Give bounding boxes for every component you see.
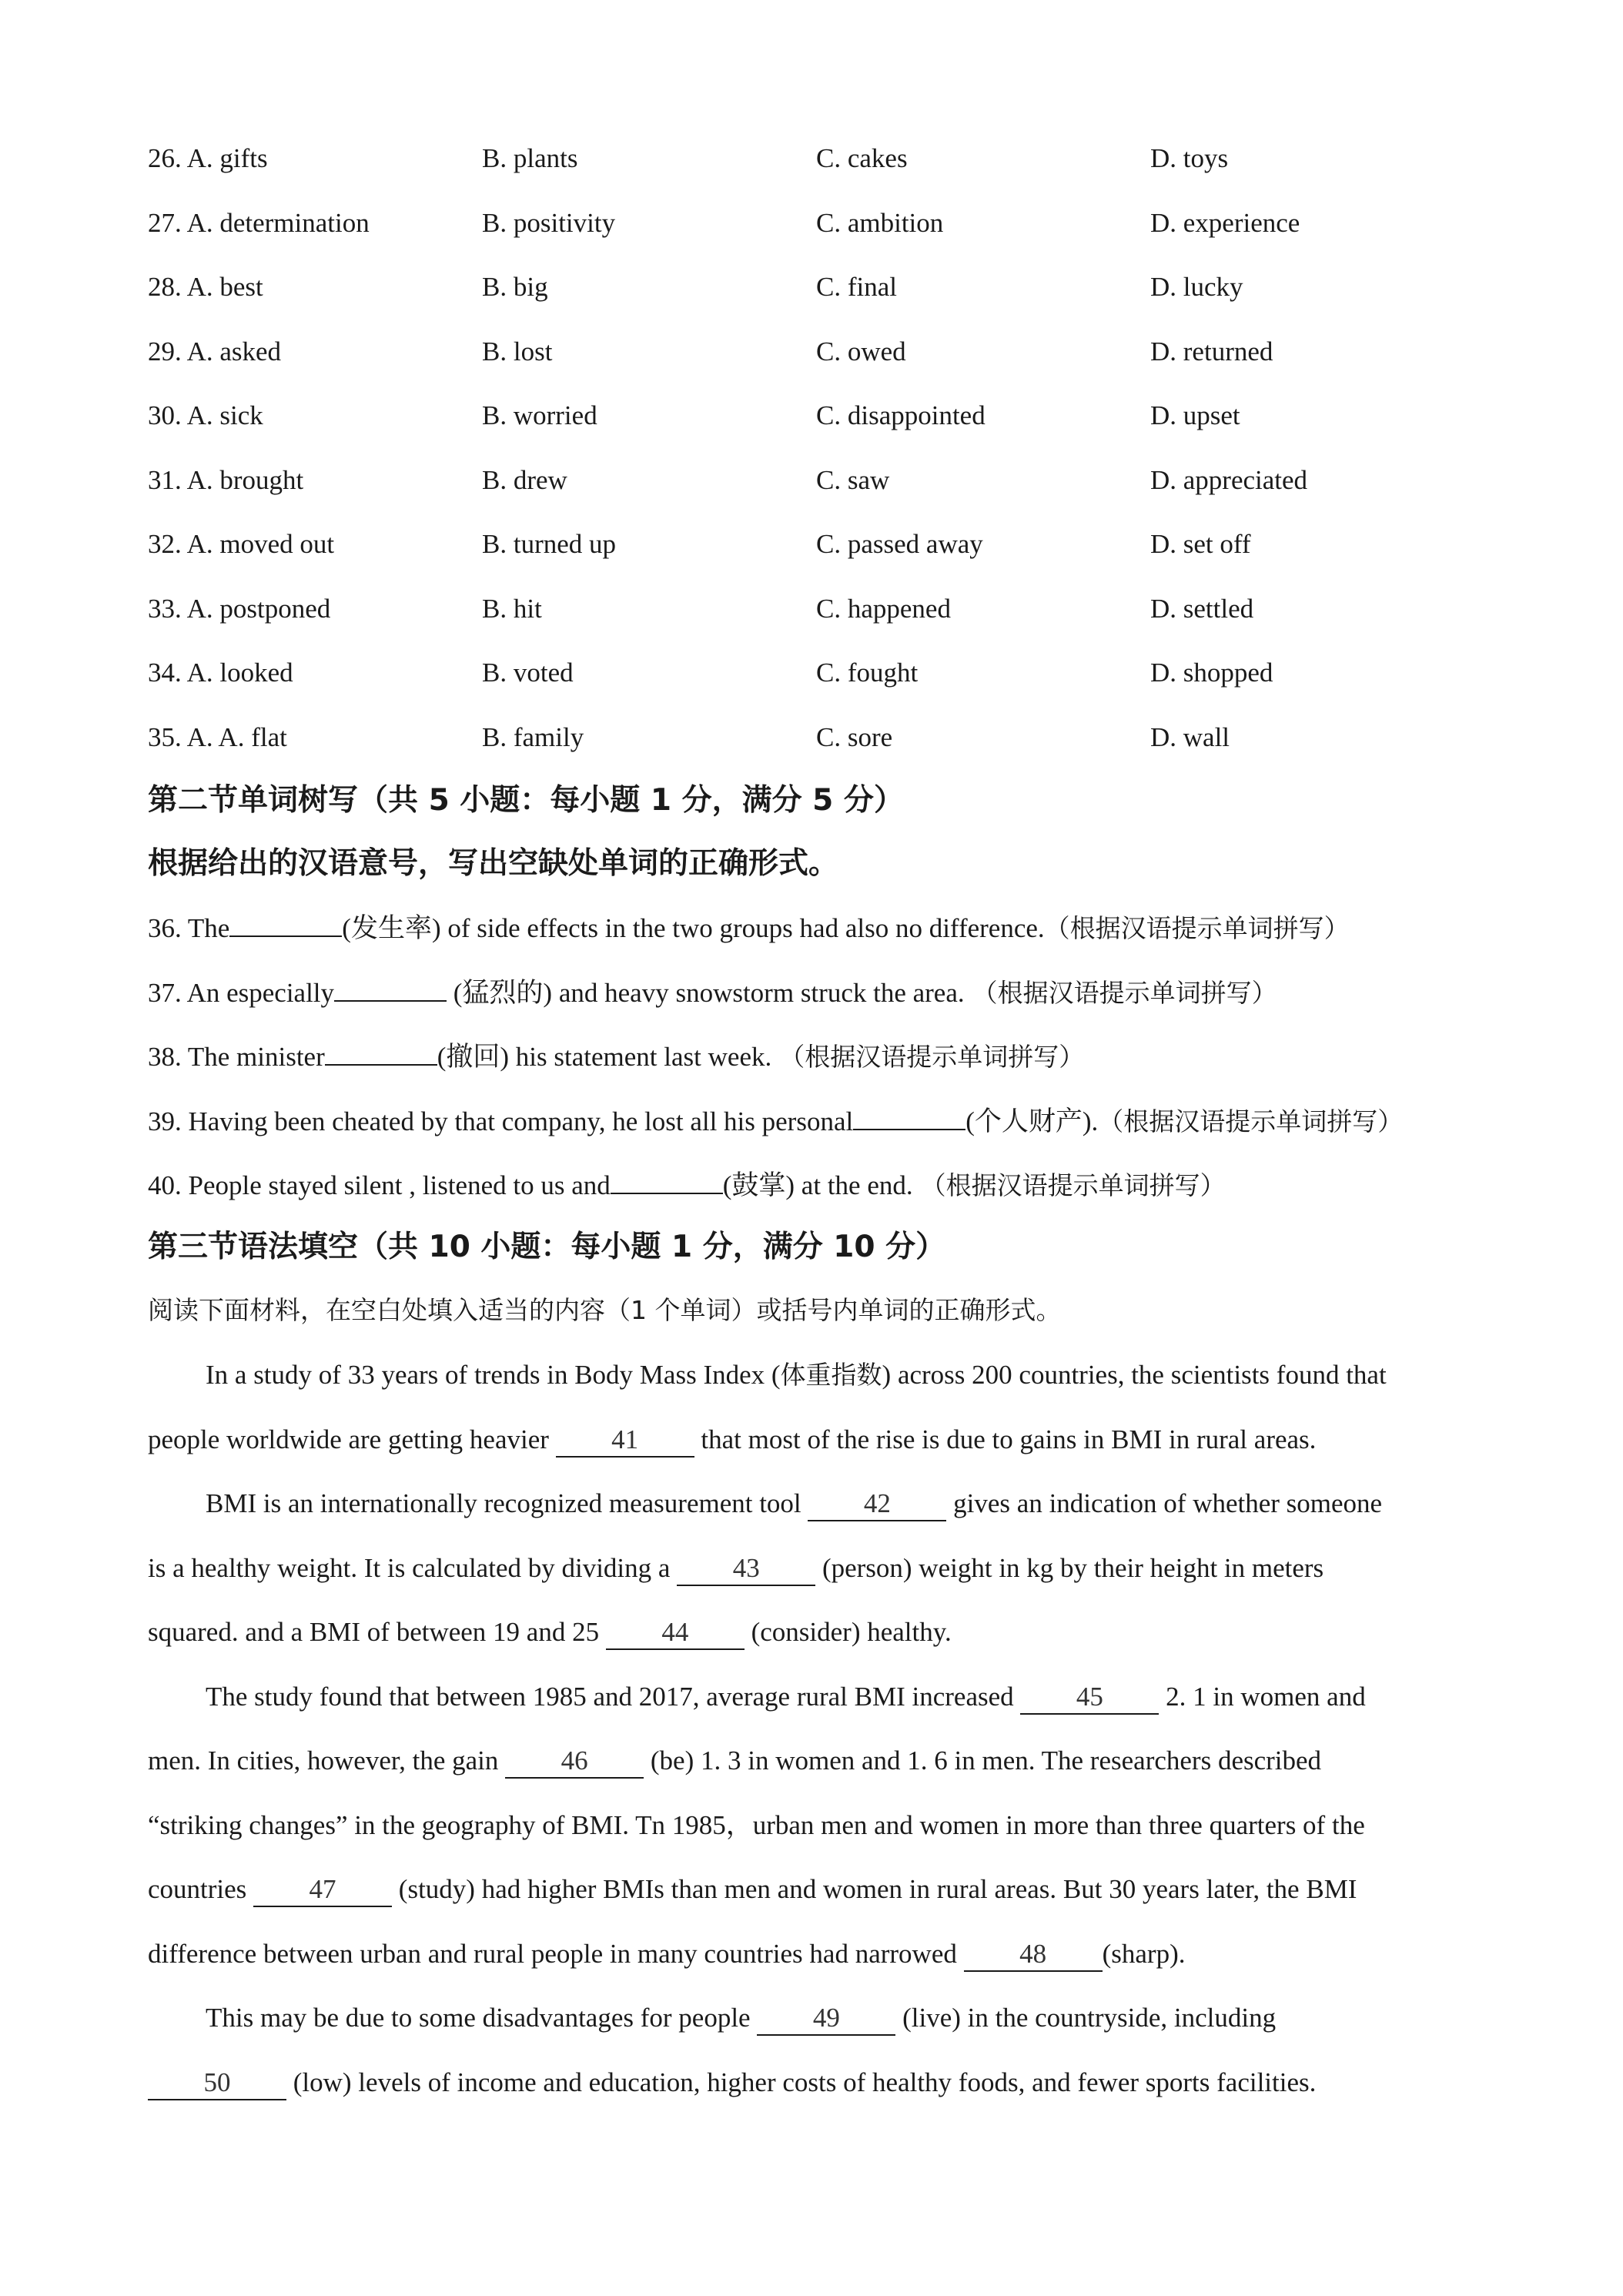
passage-text: (study) had higher BMIs than men and women in rural areas. But 30 years later, the BMI (392, 1874, 1357, 1904)
item-hint: （根据汉语提示单词拼写） (1044, 913, 1350, 943)
option-d: D. appreciated (1150, 464, 1308, 495)
section2-instruction: 根据给出的汉语意号，写出空缺处单词的正确形式。 (148, 846, 839, 881)
item-hint: （根据汉语提示单词拼写） (920, 1170, 1226, 1200)
blank-49[interactable]: 49 (757, 2006, 895, 2036)
section3-heading: 第三节语法填空（共 10 小题：每小题 1 分，满分 10 分） (148, 1230, 946, 1264)
option-row (148, 137, 1549, 202)
item-text-before: 38. The minister (148, 1042, 325, 1072)
option-d: D. wall (1150, 721, 1230, 752)
blank-47[interactable]: 47 (253, 1878, 392, 1907)
passage-line (148, 1482, 1503, 1547)
item-text-after: (撤回) his statement last week. (437, 1042, 772, 1072)
passage-text: (person) weight in kg by their height in meters (815, 1552, 1324, 1583)
option-c: C. cakes (816, 143, 908, 173)
option-row (148, 266, 1549, 330)
passage-text: (sharp). (1102, 1938, 1186, 1969)
passage-text: BMI is an internationally recognized measurement tool (206, 1488, 808, 1518)
option-c: C. ambition (816, 207, 944, 238)
passage-text: (be) 1. 3 in women and 1. 6 in men. The researchers described (644, 1745, 1322, 1776)
blank-50[interactable]: 50 (148, 2071, 286, 2100)
item-text-after: (个人财产). (965, 1106, 1099, 1136)
option-a: 26. A. gifts (148, 143, 268, 173)
option-c: C. owed (816, 336, 906, 366)
option-a: 28. A. best (148, 272, 263, 302)
passage-text: people worldwide are getting heavier (148, 1424, 556, 1454)
blank-45[interactable]: 45 (1020, 1685, 1159, 1715)
option-b: B. drew (482, 464, 567, 495)
passage-line (148, 1868, 1503, 1933)
passage-text: is a healthy weight. It is calculated by dividing a (148, 1552, 678, 1583)
option-c: C. fought (816, 658, 919, 688)
option-c: C. passed away (816, 529, 983, 559)
spelling-items (148, 907, 1557, 1229)
passage-line (148, 1739, 1503, 1804)
option-d: D. experience (1150, 207, 1300, 238)
item-hint: （根据汉语提示单词拼写） (972, 977, 1277, 1008)
option-a: 30. A. sick (148, 400, 263, 430)
passage-line (148, 2061, 1503, 2126)
passage-line (148, 1611, 1503, 1675)
answer-blank[interactable] (853, 1106, 965, 1130)
answer-blank[interactable] (611, 1170, 723, 1194)
choice-options (148, 137, 1549, 780)
spelling-item (148, 972, 1557, 1036)
passage-line (148, 1675, 1503, 1740)
answer-blank[interactable] (229, 912, 342, 937)
option-b: B. turned up (482, 529, 617, 559)
blank-48[interactable]: 48 (964, 1943, 1103, 1972)
option-c: C. final (816, 272, 897, 302)
item-text-before: 40. People stayed silent , listened to us and (148, 1170, 611, 1200)
passage-text: squared. and a BMI of between 19 and 25 (148, 1617, 606, 1647)
passage-text: that most of the rise is due to gains in BMI in rural areas. (694, 1424, 1317, 1454)
passage-text: gives an indication of whether someone (946, 1488, 1383, 1518)
item-text-after: (猛烈的) and heavy snowstorm struck the area. (447, 977, 965, 1008)
blank-43[interactable]: 43 (677, 1557, 815, 1586)
option-a: 27. A. determination (148, 207, 370, 238)
answer-blank[interactable] (325, 1041, 437, 1066)
option-row (148, 651, 1549, 716)
blank-44[interactable]: 44 (606, 1621, 745, 1650)
item-text-after: (鼓掌) at the end. (722, 1170, 913, 1200)
option-a: 34. A. looked (148, 658, 293, 688)
passage-line (148, 1996, 1503, 2061)
passage-text: This may be due to some disadvantages for people (206, 2003, 758, 2033)
passage-line (148, 1354, 1503, 1418)
option-a: 31. A. brought (148, 464, 304, 495)
option-a: 32. A. moved out (148, 529, 335, 559)
passage-text: (live) in the countryside, including (895, 2003, 1277, 2033)
option-b: B. voted (482, 658, 574, 688)
option-d: D. set off (1150, 529, 1251, 559)
item-text-before: 39. Having been cheated by that company, he lost all his personal (148, 1106, 854, 1136)
passage-line (148, 1933, 1503, 1997)
option-row (148, 523, 1549, 587)
passage-text: (low) levels of income and education, higher costs of healthy foods, and fewer sports facilities. (286, 2067, 1317, 2097)
passage-text: ) across 200 countries, the scientists found that (882, 1360, 1387, 1390)
answer-blank[interactable] (334, 977, 447, 1002)
option-c: C. saw (816, 464, 890, 495)
blank-41[interactable]: 41 (556, 1428, 694, 1458)
option-row (148, 459, 1549, 524)
option-b: B. big (482, 272, 548, 302)
spelling-item (148, 907, 1557, 972)
passage-text: countries (148, 1874, 254, 1904)
spelling-item (148, 1164, 1557, 1229)
item-hint: （根据汉语提示单词拼写） (779, 1042, 1085, 1072)
section2-heading: 第二节单词树写（共 5 小题：每小题 1 分，满分 5 分） (148, 783, 904, 818)
option-row (148, 394, 1549, 459)
option-d: D. toys (1150, 143, 1229, 173)
option-b: B. family (482, 721, 584, 752)
item-hint: （根据汉语提示单词拼写） (1098, 1106, 1404, 1136)
item-text-after: (发生率) of side effects in the two groups had also no difference. (342, 913, 1045, 943)
option-d: D. upset (1150, 400, 1240, 430)
option-c: C. happened (816, 593, 951, 624)
item-text-before: 37. An especially (148, 977, 335, 1008)
option-a: 35. A. A. flat (148, 721, 287, 752)
blank-42[interactable]: 42 (808, 1492, 946, 1521)
blank-46[interactable]: 46 (505, 1749, 644, 1779)
spelling-item (148, 1036, 1557, 1100)
passage-line (148, 1547, 1503, 1612)
passage-text: In a study of 33 years of trends in Body Mass Index ( (206, 1360, 781, 1390)
passage-text: men. In cities, however, the gain (148, 1745, 506, 1776)
passage-line (148, 1804, 1503, 1869)
option-b: B. plants (482, 143, 578, 173)
spelling-item (148, 1100, 1557, 1165)
passage-line (148, 1418, 1503, 1483)
option-c: C. disappointed (816, 400, 986, 430)
passage-text: (consider) healthy. (744, 1617, 952, 1647)
passage-text: 体重指数 (780, 1360, 882, 1390)
option-row (148, 587, 1549, 652)
passage-text: “striking changes” in the geography of BMI. Tn 1985，urban men and women in more than three quarters of the (148, 1809, 1365, 1840)
option-b: B. worried (482, 400, 597, 430)
option-d: D. settled (1150, 593, 1254, 624)
passage-text: 2. 1 in women and (1159, 1681, 1366, 1712)
option-b: B. hit (482, 593, 542, 624)
option-a: 29. A. asked (148, 336, 282, 366)
option-row (148, 202, 1549, 266)
grammar-passage (148, 1354, 1503, 2125)
option-a: 33. A. postponed (148, 593, 331, 624)
option-row (148, 716, 1549, 781)
item-text-before: 36. The (148, 913, 230, 943)
option-b: B. lost (482, 336, 553, 366)
option-d: D. shopped (1150, 658, 1273, 688)
option-c: C. sore (816, 721, 893, 752)
passage-text: The study found that between 1985 and 2017, average rural BMI increased (206, 1681, 1021, 1712)
option-d: D. returned (1150, 336, 1273, 366)
option-b: B. positivity (482, 207, 616, 238)
option-row (148, 330, 1549, 395)
option-d: D. lucky (1150, 272, 1243, 302)
passage-text: difference between urban and rural people in many countries had narrowed (148, 1938, 964, 1969)
section3-instruction: 阅读下面材料，在空白处填入适当的内容（1 个单词）或括号内单词的正确形式。 (148, 1295, 1062, 1325)
